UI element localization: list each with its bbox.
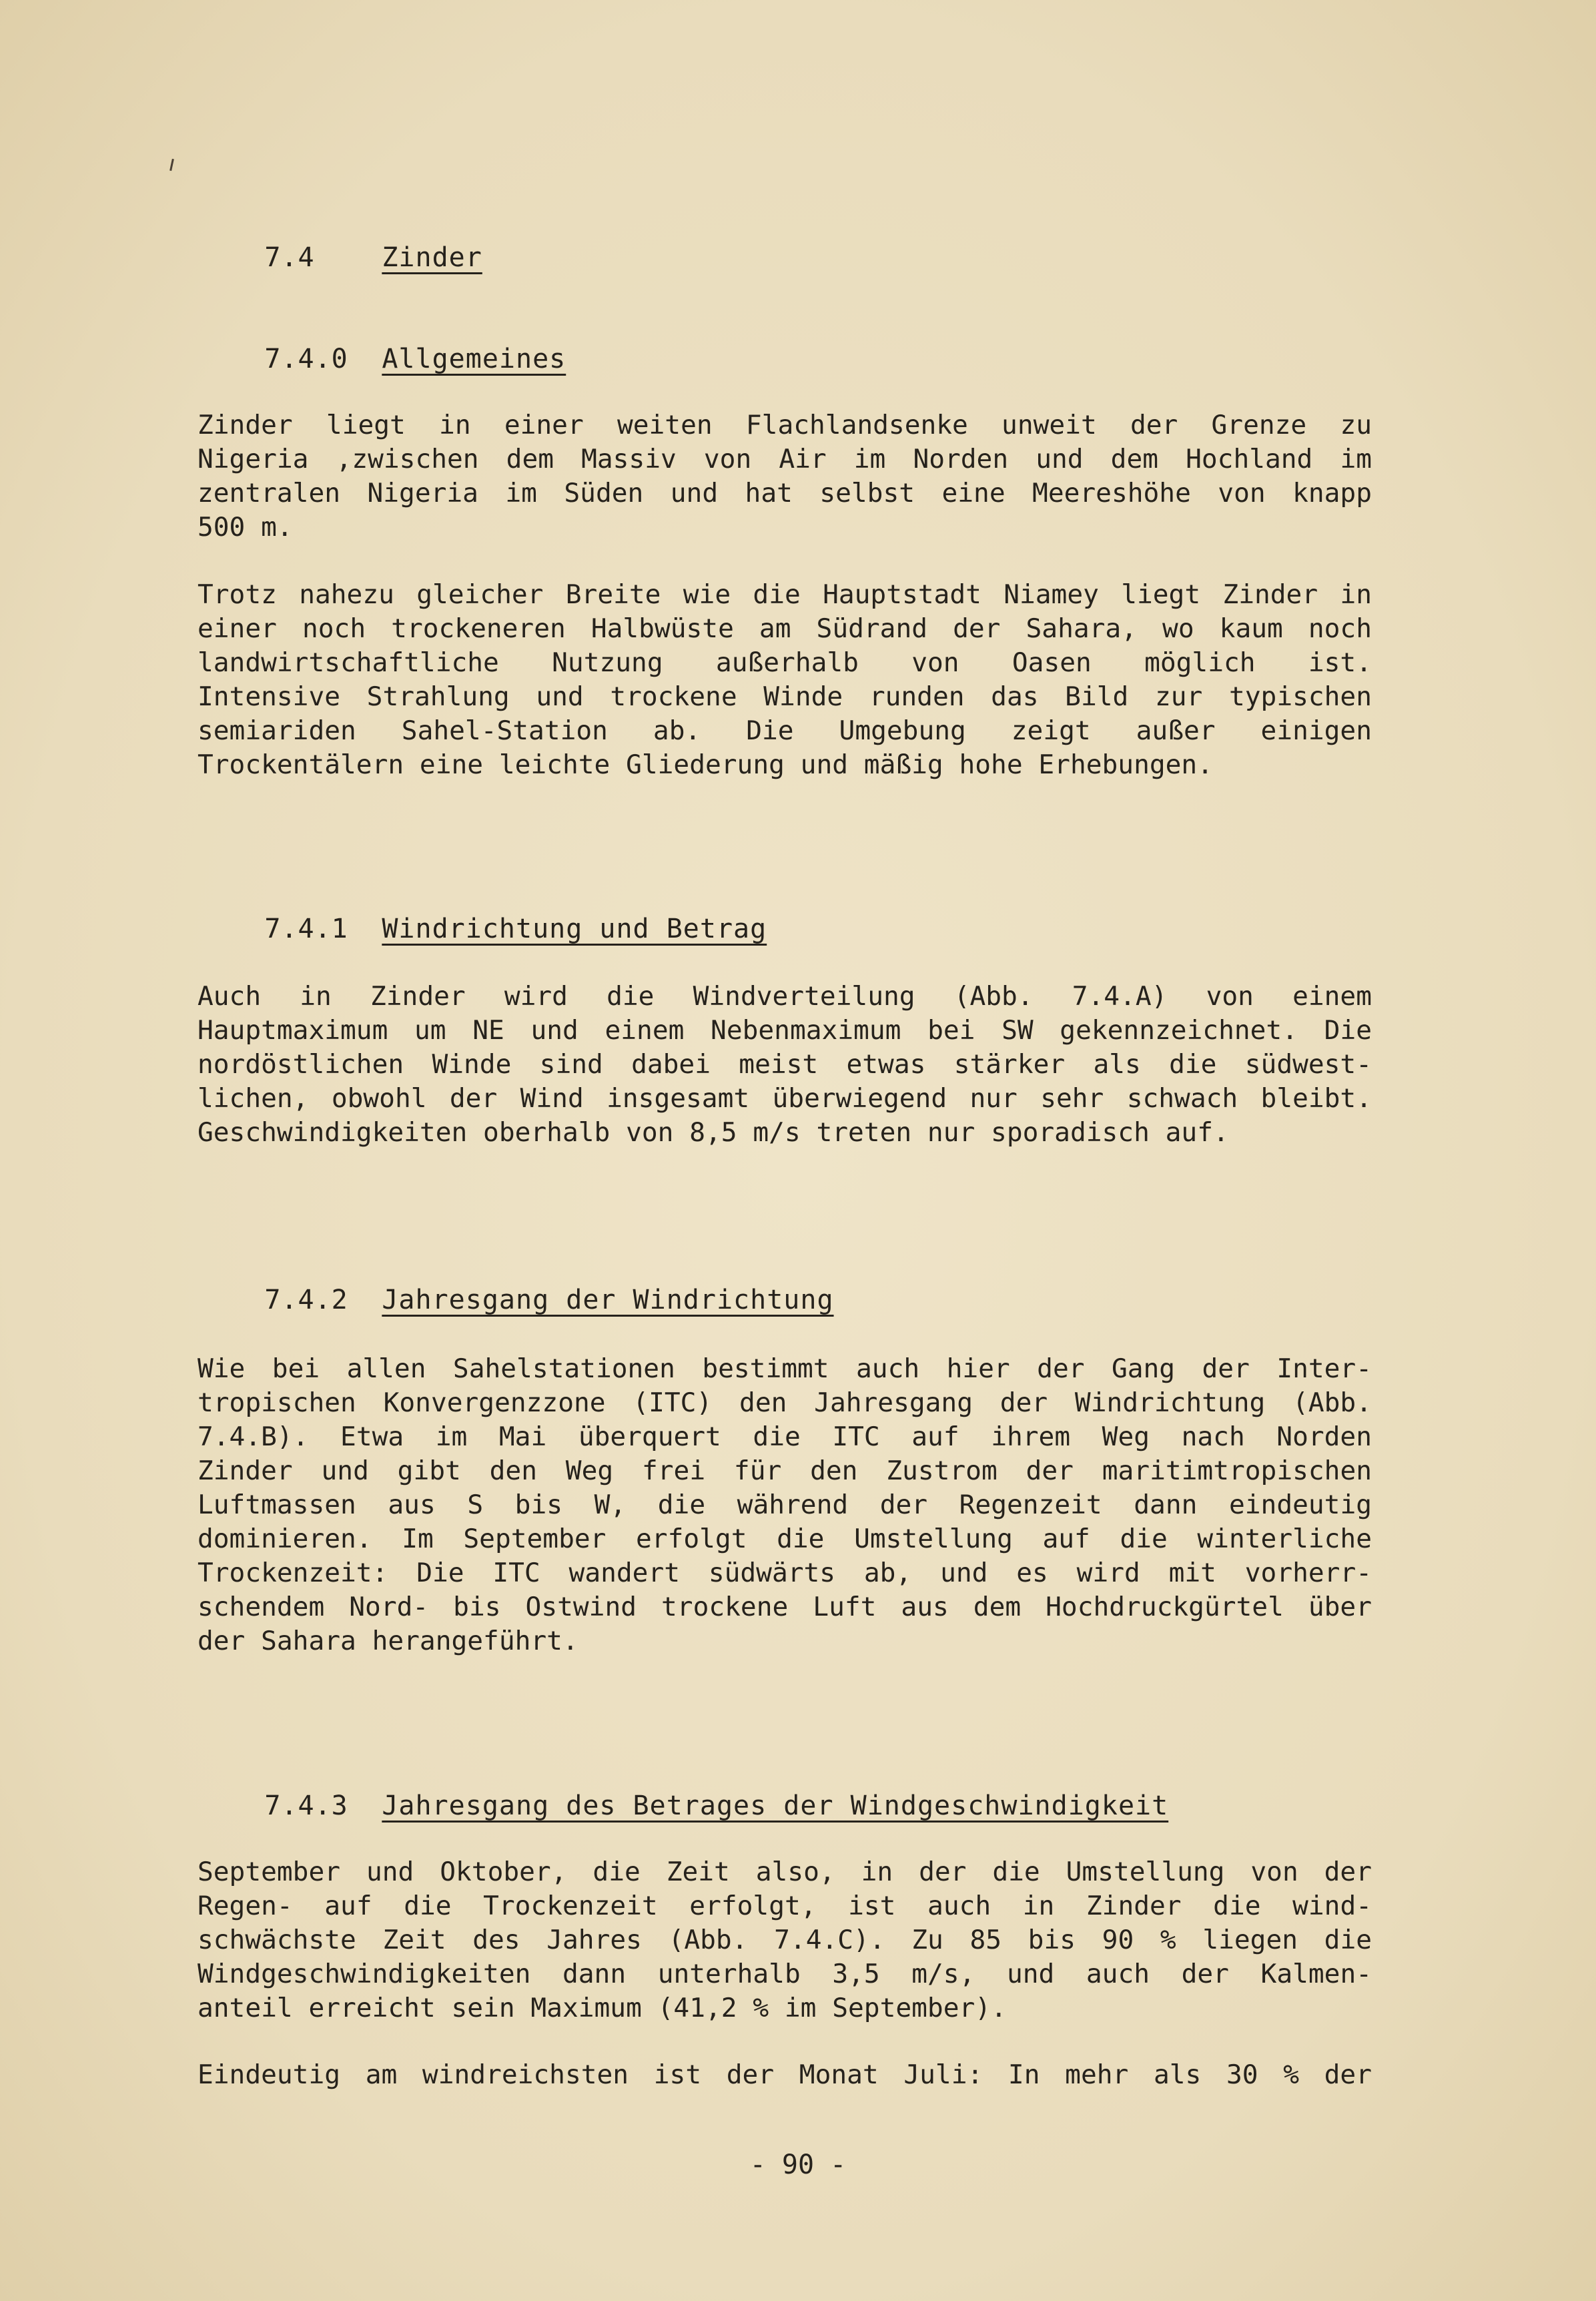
text-line: tropischen Konvergenzzone (ITC) den Jahresgang der Windrichtung (Abb. [197,1387,1372,1418]
text-line: Auch in Zinder wird die Windverteilung (Abb. 7.4.A) von einem [197,981,1372,1012]
text-line: lichen, obwohl der Wind insgesamt überwiegend nur sehr schwach bleibt. [197,1083,1372,1114]
text-line: schwächste Zeit des Jahres (Abb. 7.4.C). Zu 85 bis 90 % liegen die [197,1925,1372,1955]
text-line: Trotz nahezu gleicher Breite wie die Hauptstadt Niamey liegt Zinder in [197,579,1372,610]
paragraph [197,2058,1372,2092]
text-line: Trockenzeit: Die ITC wandert südwärts ab, und es wird mit vorherr- [197,1558,1372,1588]
text-line: Hauptmaximum um NE und einem Nebenmaximum bei SW gekennzeichnet. Die [197,1015,1372,1046]
paragraph [197,1352,1372,1658]
section-number: 7.4.1 [264,914,348,944]
text-line: der Sahara herangeführt. [197,1626,578,1656]
text-line: 500 m. [197,512,293,543]
section-number: 7.4.2 [264,1285,348,1315]
section-title: Jahresgang des Betrages der Windgeschwindigkeit [382,1790,1169,1821]
page-number: - 90 - [749,2150,847,2180]
paragraph [197,578,1372,782]
text-line: Nigeria ,zwischen dem Massiv von Air im Norden und dem Hochland im [197,444,1372,474]
section-heading [197,877,767,981]
text-line: zentralen Nigeria im Süden und hat selbst eine Meereshöhe von knapp [197,478,1372,509]
text-line: schendem Nord- bis Ostwind trockene Luft aus dem Hochdruckgürtel über [197,1592,1372,1622]
scan-mark [169,159,174,171]
text-line: dominieren. Im September erfolgt die Umstellung auf die winterliche [197,1524,1372,1554]
text-line: einer noch trockeneren Halbwüste am Südrand der Sahara, wo kaum noch [197,613,1372,644]
text-line: Regen- auf die Trockenzeit erfolgt, ist auch in Zinder die wind- [197,1891,1372,1921]
section-title: Windrichtung und Betrag [382,914,767,944]
section-heading [197,1248,834,1352]
text-line: Zinder liegt in einer weiten Flachlandsenke unweit der Grenze zu [197,410,1372,440]
section-number: 7.4.0 [264,344,348,374]
text-line: Trockentälern eine leichte Gliederung und mäßig hohe Erhebungen. [197,749,1213,780]
text-line: September und Oktober, die Zeit also, in der die Umstellung von der [197,1857,1372,1887]
paragraph [197,408,1372,545]
section-heading [197,1754,1168,1858]
section-number: 7.4.3 [264,1790,348,1821]
text-line: landwirtschaftliche Nutzung außerhalb von Oasen möglich ist. [197,647,1372,678]
section-title: Zinder [382,242,482,273]
paragraph [197,1855,1372,2025]
section-heading [197,206,482,310]
text-line: Luftmassen aus S bis W, die während der Regenzeit dann eindeutig [197,1490,1372,1520]
text-line: Windgeschwindigkeiten dann unterhalb 3,5 m/s, und auch der Kalmen- [197,1959,1372,1989]
text-line: semiariden Sahel-Station ab. Die Umgebung zeigt außer einigen [197,715,1372,746]
section-title: Jahresgang der Windrichtung [382,1285,834,1315]
text-line: Geschwindigkeiten oberhalb von 8,5 m/s treten nur sporadisch auf. [197,1117,1229,1148]
text-line: nordöstlichen Winde sind dabei meist etwas stärker als die südwest- [197,1049,1372,1080]
text-line: 7.4.B). Etwa im Mai überquert die ITC auf ihrem Weg nach Norden [197,1421,1372,1452]
text-line: Zinder und gibt den Weg frei für den Zustrom der maritimtropischen [197,1455,1372,1486]
text-line: anteil erreicht sein Maximum (41,2 % im September). [197,1993,1007,2023]
section-title: Allgemeines [382,344,566,374]
section-number: 7.4 [264,242,315,273]
paragraph [197,980,1372,1150]
text-line: Wie bei allen Sahelstationen bestimmt auch hier der Gang der Inter- [197,1353,1372,1384]
text-line: Eindeutig am windreichsten ist der Monat Juli: In mehr als 30 % der [197,2059,1372,2090]
section-heading [197,307,566,411]
text-line: Intensive Strahlung und trockene Winde runden das Bild zur typischen [197,681,1372,712]
